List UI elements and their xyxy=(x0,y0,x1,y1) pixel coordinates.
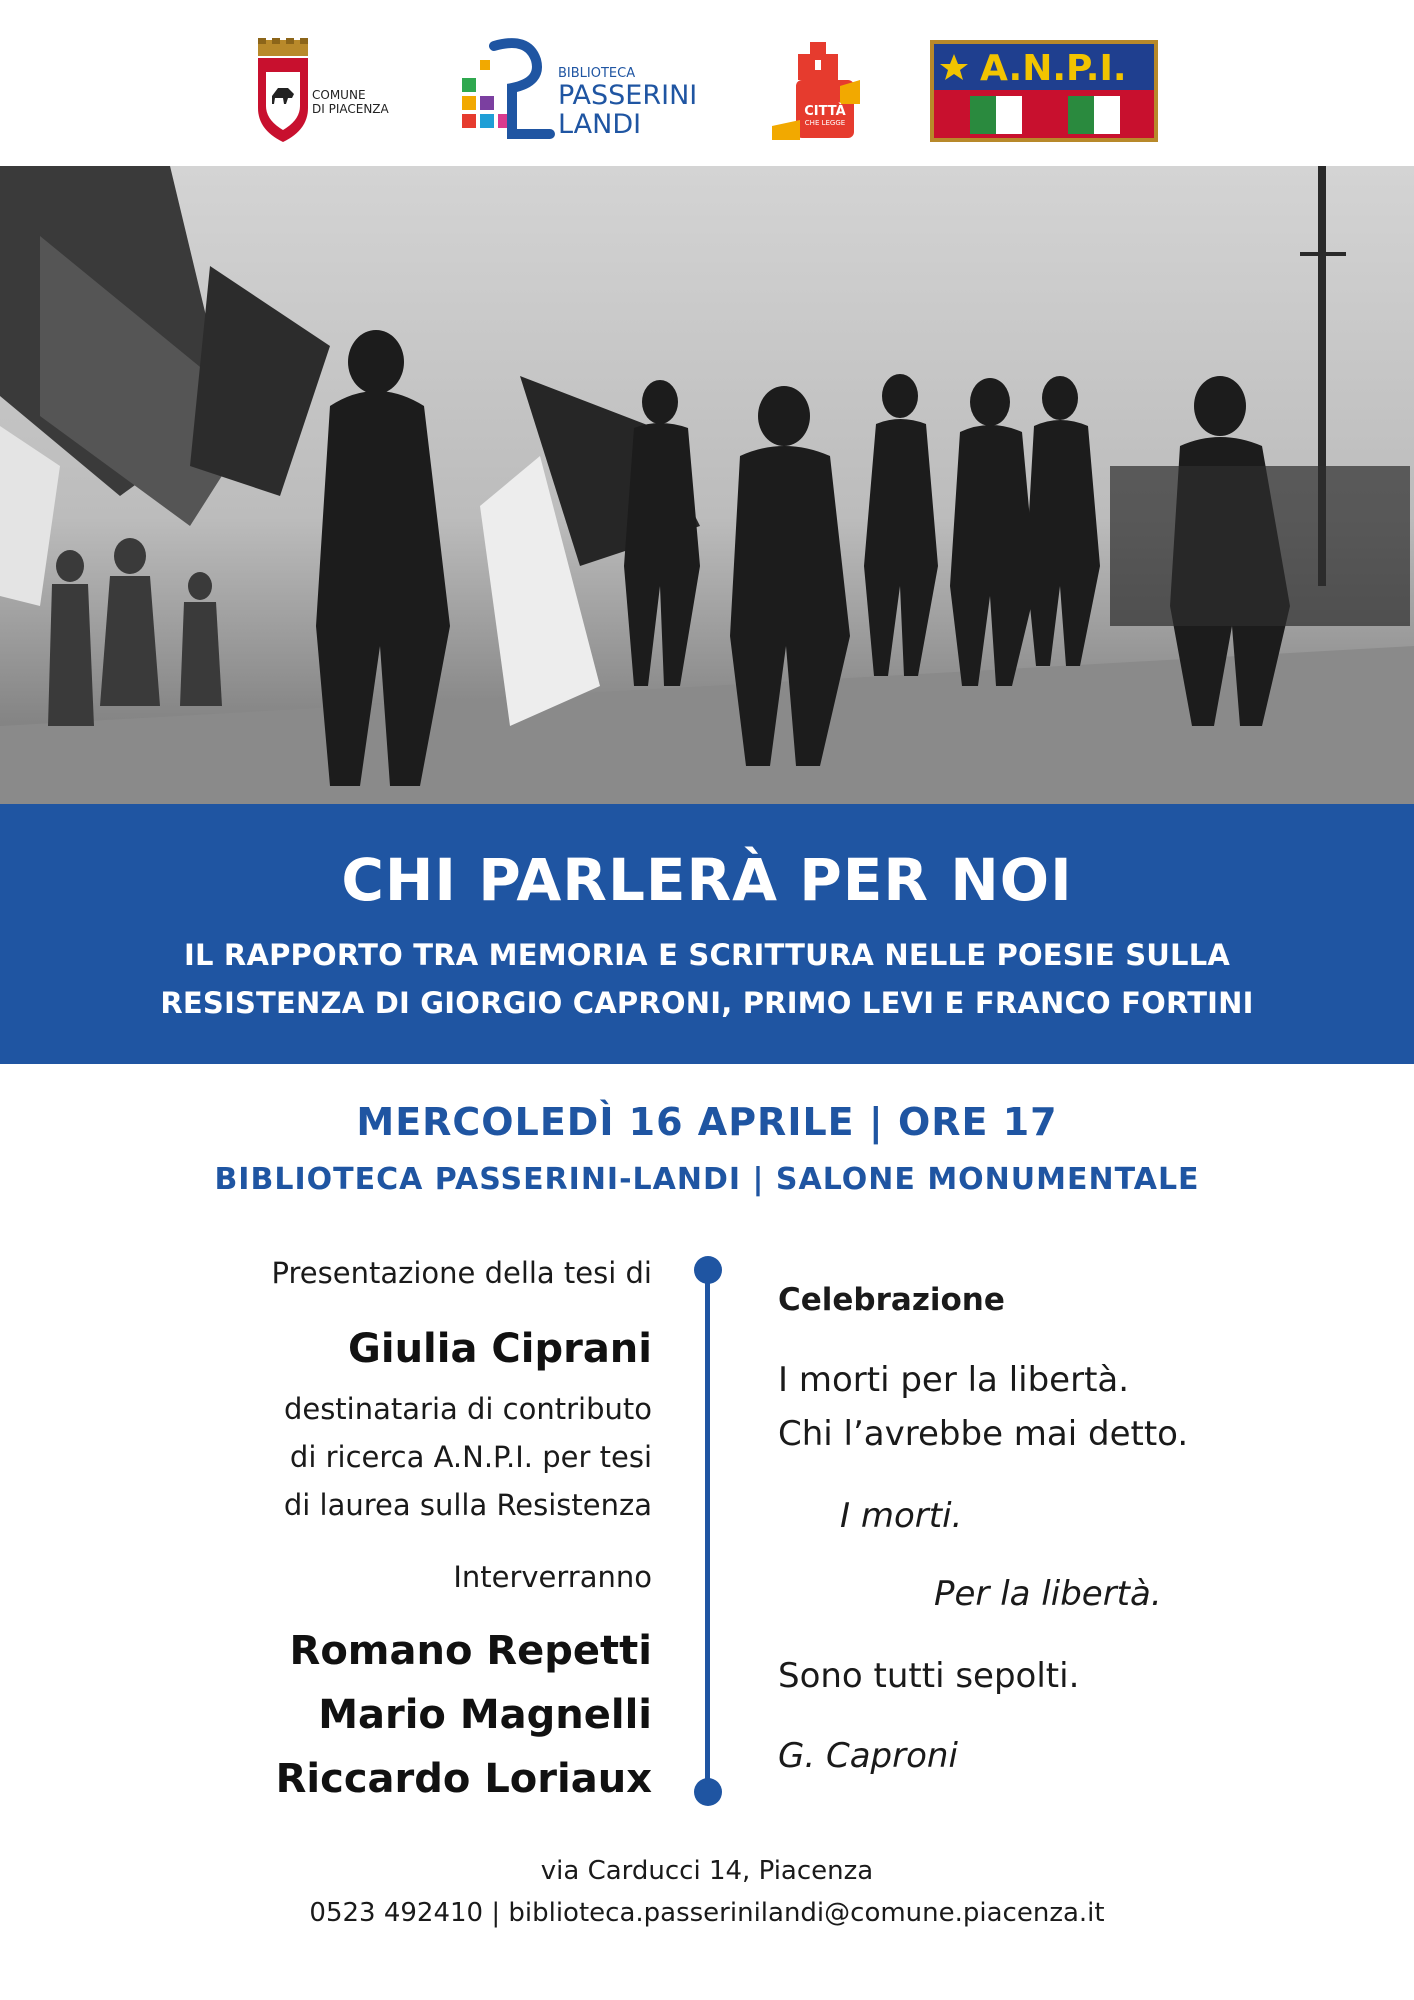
speaker-name: Riccardo Loriaux xyxy=(275,1756,652,1802)
author-desc-line3: di laurea sulla Resistenza xyxy=(283,1488,652,1522)
biblio-logo-line2: PASSERINI xyxy=(558,80,698,111)
biblio-logo-line3: LANDI xyxy=(558,109,642,140)
citta-che-legge-logo xyxy=(770,40,866,144)
speaker-name: Romano Repetti xyxy=(289,1628,652,1674)
poem-line: I morti per la libertà. xyxy=(778,1360,1130,1400)
comune-logo-line2: DI PIACENZA xyxy=(312,102,389,116)
author-desc-line2: di ricerca A.N.P.I. per tesi xyxy=(289,1440,652,1474)
poem-line: Chi l’avrebbe mai detto. xyxy=(778,1414,1189,1454)
event-subtitle-line1: IL RAPPORTO TRA MEMORIA E SCRITTURA NELLE POESIE SULLA xyxy=(183,938,1231,972)
event-title: CHI PARLERÀ PER NOI xyxy=(341,846,1073,914)
event-place: BIBLIOTECA PASSERINI-LANDI | SALONE MONUMENTALE xyxy=(214,1162,1200,1197)
poem-heading: Celebrazione xyxy=(778,1282,1005,1318)
poem-line: Per la libertà. xyxy=(934,1574,1162,1614)
thesis-author: Giulia Ciprani xyxy=(348,1326,652,1372)
presentation-column xyxy=(92,0,652,2000)
anpi-logo xyxy=(930,40,1158,142)
presentation-intro: Presentazione della tesi di xyxy=(271,1256,652,1290)
speaker-name: Mario Magnelli xyxy=(318,1692,652,1738)
citta-logo-line1: CITTÀ xyxy=(804,104,846,119)
poem-line: I morti. xyxy=(840,1496,963,1536)
event-date: MERCOLEDÌ 16 APRILE | ORE 17 xyxy=(356,1100,1058,1144)
biblio-logo-line1: BIBLIOTECA xyxy=(558,66,636,81)
anpi-logo-text: A.N.P.I. xyxy=(980,48,1127,89)
citta-logo-line2: CHE LEGGE xyxy=(804,119,846,127)
timeline-dot-bottom xyxy=(694,1778,722,1806)
footer-contacts: 0523 492410 | biblioteca.passerinilandi@comune.piacenza.it xyxy=(309,1898,1105,1928)
speakers-label: Interverranno xyxy=(453,1560,652,1594)
event-subtitle-line2: RESISTENZA DI GIORGIO CAPRONI, PRIMO LEVI E FRANCO FORTINI xyxy=(160,986,1254,1020)
author-desc-line1: destinataria di contributo xyxy=(283,1392,652,1426)
timeline-divider xyxy=(705,1266,710,1796)
footer-address: via Carducci 14, Piacenza xyxy=(540,1856,874,1886)
comune-logo-line1: COMUNE xyxy=(312,88,366,102)
poem-signature: G. Caproni xyxy=(778,1736,958,1776)
timeline-dot-top xyxy=(694,1256,722,1284)
poem-line: Sono tutti sepolti. xyxy=(778,1656,1080,1696)
